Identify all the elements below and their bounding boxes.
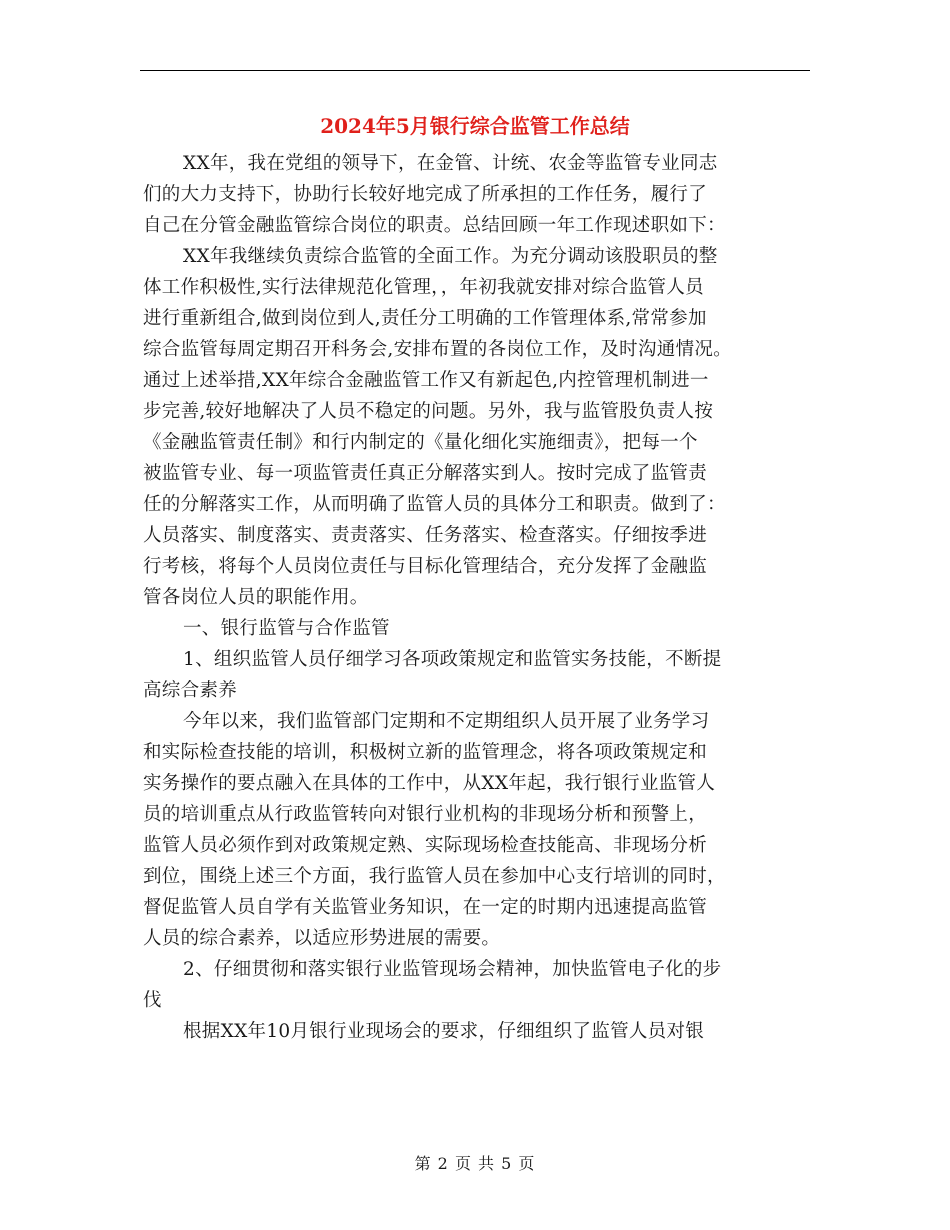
text-line: 任的分解落实工作，从而明确了监管人员的具体分工和职责。做到了：	[143, 494, 726, 515]
text-line: 行考核，将每个人员岗位责任与目标化管理结合，充分发挥了金融监	[143, 556, 708, 577]
section-heading: 一、银行监管与合作监管	[183, 618, 390, 639]
document-body	[143, 148, 815, 1047]
text-line: XX年，我在党组的领导下，在金管、计统、农金等监管专业同志	[183, 153, 718, 174]
text-line: 进行重新组合,做到岗位到人,责任分工明确的工作管理体系,常常参加	[143, 308, 707, 329]
text-line: 实务操作的要点融入在具体的工作中，从XX年起，我行银行业监管人	[143, 773, 716, 794]
text-line: 人员落实、制度落实、责责落实、任务落实、检查落实。仔细按季进	[143, 525, 708, 546]
text-line: 自己在分管金融监管综合岗位的职责。总结回顾一年工作现述职如下：	[143, 215, 726, 236]
text-line: 伐	[143, 990, 162, 1011]
text-line: 体工作积极性,实行法律规范化管理，，年初我就安排对综合监管人员	[143, 277, 704, 298]
text-line: 员的培训重点从行政监管转向对银行业机构的非现场分析和预警上，	[143, 804, 708, 825]
text-line: 步完善,较好地解决了人员不稳定的问题。另外，我与监管股负责人按	[143, 401, 714, 422]
text-line: 通过上述举措,XX年综合金融监管工作又有新起色,内控管理机制进一	[143, 370, 709, 391]
text-line: 到位，围绕上述三个方面，我行监管人员在参加中心支行培训的同时，	[143, 866, 726, 887]
page-number: 第 2 页 共 5 页	[414, 1154, 536, 1173]
text-line: 监管人员必须作到对政策规定熟、实际现场检查技能高、非现场分析	[143, 835, 708, 856]
text-line: 综合监管每周定期召开科务会,安排布置的各岗位工作，及时沟通情况。	[143, 339, 732, 360]
text-line: XX年我继续负责综合监管的全面工作。为充分调动该股职员的整	[183, 246, 718, 267]
subsection-heading: 1、组织监管人员仔细学习各项政策规定和监管实务技能，不断提	[183, 649, 722, 670]
text-line: 和实际检查技能的培训，积极树立新的监管理念，将各项政策规定和	[143, 742, 708, 763]
subsection-heading: 2、仔细贯彻和落实银行业监管现场会精神，加快监管电子化的步	[183, 959, 722, 980]
text-line: 根据XX年10月银行业现场会的要求，仔细组织了监管人员对银	[183, 1021, 705, 1042]
text-line: 们的大力支持下，协助行长较好地完成了所承担的工作任务，履行了	[143, 184, 708, 205]
text-line: 人员的综合素养，以适应形势进展的需要。	[143, 928, 501, 949]
text-line: 被监管专业、每一项监管责任真正分解落实到人。按时完成了监管责	[143, 463, 708, 484]
text-line: 管各岗位人员的职能作用。	[143, 587, 369, 608]
text-line: 《金融监管责任制》和行内制定的《量化细化实施细责》，把每一个	[143, 432, 698, 453]
document-title: 2024年5月银行综合监管工作总结	[320, 114, 630, 138]
text-line: 今年以来，我们监管部门定期和不定期组织人员开展了业务学习	[183, 711, 710, 732]
text-line: 高综合素养	[143, 680, 238, 701]
header-rule	[140, 70, 810, 71]
text-line: 督促监管人员自学有关监管业务知识，在一定的时期内迅速提高监管	[143, 897, 708, 918]
